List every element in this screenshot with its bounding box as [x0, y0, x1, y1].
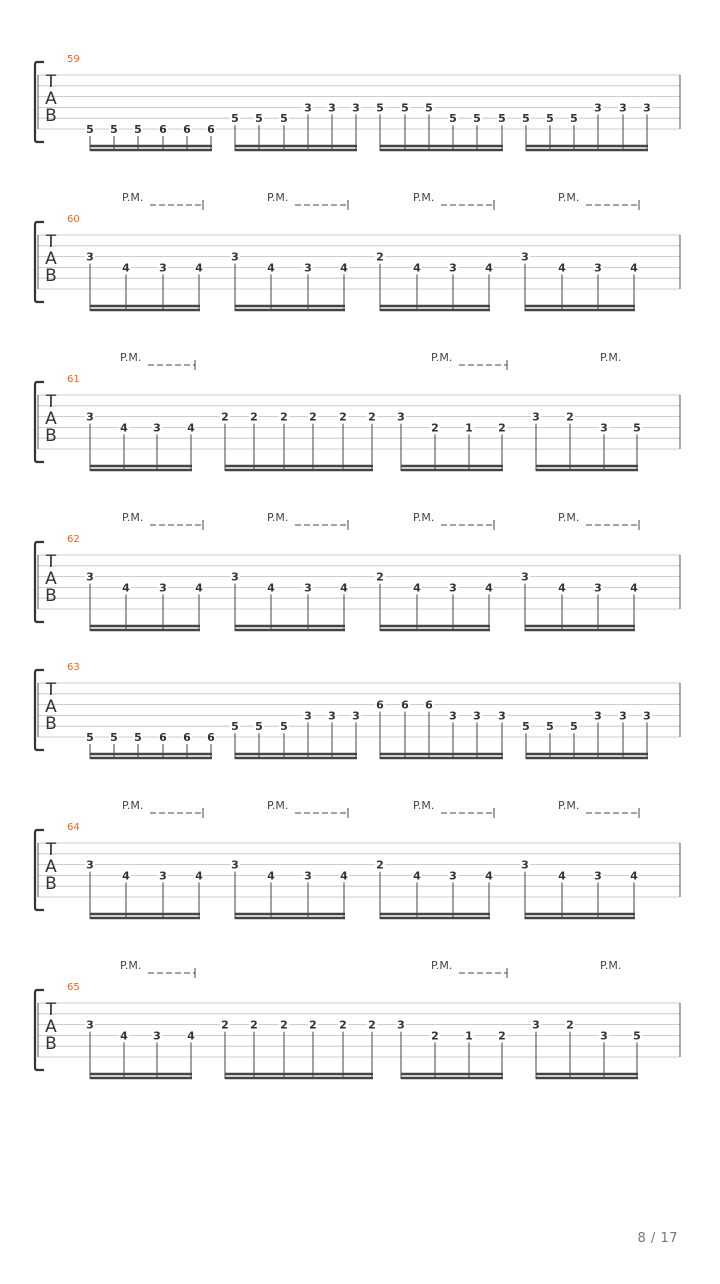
fret-number: 3: [532, 410, 540, 424]
measure-number: 63: [67, 662, 80, 673]
fret-number: 6: [183, 731, 191, 744]
fret-number: 2: [250, 1018, 258, 1032]
fret-number: 5: [255, 720, 263, 734]
fret-number: 3: [153, 1029, 161, 1043]
fret-number: 2: [280, 410, 288, 424]
fret-number: 2: [339, 1018, 347, 1032]
palm-mute-label: P.M.: [122, 511, 144, 524]
fret-number: 3: [594, 581, 602, 595]
fret-number: 3: [643, 101, 651, 115]
fret-number: 3: [304, 869, 312, 883]
fret-number: 6: [183, 123, 191, 136]
fret-number: 3: [397, 410, 405, 424]
measure-number: 65: [67, 982, 80, 993]
fret-number: 3: [643, 709, 651, 723]
fret-number: 3: [619, 101, 627, 115]
tab-clef-letter: B: [45, 874, 57, 894]
fret-number: 5: [110, 731, 118, 744]
fret-number: 5: [570, 112, 578, 126]
fret-number: 2: [376, 858, 384, 872]
tab-system: [35, 959, 680, 1079]
fret-number: 3: [86, 410, 94, 424]
tab-system: [35, 799, 680, 919]
tab-system: [35, 54, 680, 151]
palm-mute-label: P.M.: [122, 191, 144, 204]
tab-clef-letter: B: [45, 586, 57, 606]
palm-mute-label: P.M.: [120, 351, 142, 364]
fret-number: 4: [267, 581, 275, 595]
fret-number: 4: [122, 869, 130, 883]
fret-number: 5: [522, 720, 530, 734]
fret-number: 2: [376, 570, 384, 584]
fret-number: 2: [309, 410, 317, 424]
fret-number: 4: [120, 421, 128, 435]
palm-mute-label: P.M.: [267, 191, 289, 204]
fret-number: 3: [521, 250, 529, 264]
fret-number: 3: [231, 858, 239, 872]
system-bracket: [35, 222, 44, 302]
tab-clef-letter: A: [45, 249, 57, 269]
fret-number: 3: [600, 1029, 608, 1043]
system-bracket: [35, 670, 44, 750]
fret-number: 5: [546, 112, 554, 126]
fret-number: 5: [473, 112, 481, 126]
fret-number: 5: [498, 112, 506, 126]
fret-number: 4: [122, 581, 130, 595]
system-bracket: [35, 990, 44, 1070]
fret-number: 4: [195, 581, 203, 595]
fret-number: 6: [207, 123, 215, 136]
fret-number: 4: [413, 581, 421, 595]
fret-number: 4: [485, 581, 493, 595]
fret-number: 6: [401, 698, 409, 712]
fret-number: 3: [449, 869, 457, 883]
fret-number: 3: [304, 261, 312, 275]
fret-number: 3: [449, 261, 457, 275]
measure-number: 64: [67, 822, 80, 833]
fret-number: 2: [309, 1018, 317, 1032]
fret-number: 2: [498, 421, 506, 435]
fret-number: 4: [558, 869, 566, 883]
fret-number: 4: [122, 261, 130, 275]
tab-clef-letter: B: [45, 1034, 57, 1054]
palm-mute-label: P.M.: [558, 799, 580, 812]
palm-mute-label: P.M.: [120, 959, 142, 972]
palm-mute-label: P.M.: [431, 351, 453, 364]
fret-number: 5: [522, 112, 530, 126]
tab-system: [35, 191, 680, 311]
tab-clef-letter: B: [45, 426, 57, 446]
fret-number: 5: [449, 112, 457, 126]
fret-number: 2: [566, 1018, 574, 1032]
tab-clef-letter: B: [45, 266, 57, 286]
fret-number: 5: [231, 720, 239, 734]
fret-number: 3: [159, 869, 167, 883]
fret-number: 3: [532, 1018, 540, 1032]
fret-number: 4: [267, 869, 275, 883]
fret-number: 3: [328, 709, 336, 723]
palm-mute-label: P.M.: [558, 191, 580, 204]
system-bracket: [35, 542, 44, 622]
fret-number: 5: [134, 123, 142, 136]
fret-number: 5: [231, 112, 239, 126]
fret-number: 3: [153, 421, 161, 435]
fret-number: 6: [207, 731, 215, 744]
tab-clef-letter: T: [45, 1000, 57, 1020]
fret-number: 3: [352, 709, 360, 723]
fret-number: 4: [630, 581, 638, 595]
fret-number: 4: [340, 869, 348, 883]
fret-number: 3: [231, 250, 239, 264]
fret-number: 4: [195, 261, 203, 275]
fret-number: 5: [425, 101, 433, 115]
tab-system: [35, 351, 680, 471]
fret-number: 3: [594, 709, 602, 723]
palm-mute-label: P.M.: [122, 799, 144, 812]
tab-system: [35, 662, 680, 759]
fret-number: 5: [280, 720, 288, 734]
fret-number: 4: [630, 261, 638, 275]
system-bracket: [35, 382, 44, 462]
fret-number: 5: [86, 123, 94, 136]
measure-number: 60: [67, 214, 80, 225]
fret-number: 4: [340, 581, 348, 595]
fret-number: 5: [134, 731, 142, 744]
system-bracket: [35, 830, 44, 910]
fret-number: 1: [465, 421, 473, 435]
fret-number: 1: [465, 1029, 473, 1043]
fret-number: 3: [594, 869, 602, 883]
fret-number: 3: [473, 709, 481, 723]
fret-number: 3: [521, 570, 529, 584]
page-number: 8 / 17: [637, 1231, 678, 1246]
tab-clef-letter: T: [45, 552, 57, 572]
fret-number: 2: [250, 410, 258, 424]
fret-number: 5: [86, 731, 94, 744]
fret-number: 4: [630, 869, 638, 883]
tab-clef-letter: T: [45, 72, 57, 92]
fret-number: 6: [159, 731, 167, 744]
fret-number: 4: [558, 261, 566, 275]
palm-mute-label: P.M.: [413, 191, 435, 204]
fret-number: 6: [376, 698, 384, 712]
fret-number: 3: [594, 101, 602, 115]
fret-number: 3: [328, 101, 336, 115]
palm-mute-label: P.M.: [413, 799, 435, 812]
tab-clef-letter: B: [45, 714, 57, 734]
fret-number: 4: [413, 869, 421, 883]
tab-clef-letter: A: [45, 697, 57, 717]
fret-number: 2: [431, 1029, 439, 1043]
fret-number: 4: [195, 869, 203, 883]
system-bracket: [35, 62, 44, 142]
fret-number: 3: [86, 1018, 94, 1032]
tab-clef-letter: B: [45, 106, 57, 126]
fret-number: 5: [570, 720, 578, 734]
fret-number: 5: [401, 101, 409, 115]
fret-number: 2: [280, 1018, 288, 1032]
fret-number: 4: [187, 421, 195, 435]
fret-number: 4: [120, 1029, 128, 1043]
fret-number: 2: [498, 1029, 506, 1043]
palm-mute-label: P.M.: [413, 511, 435, 524]
fret-number: 3: [619, 709, 627, 723]
tab-system: [35, 511, 680, 631]
fret-number: 3: [86, 570, 94, 584]
tab-clef-letter: A: [45, 89, 57, 109]
fret-number: 3: [449, 581, 457, 595]
fret-number: 3: [86, 250, 94, 264]
fret-number: 5: [110, 123, 118, 136]
fret-number: 2: [368, 410, 376, 424]
fret-number: 5: [255, 112, 263, 126]
fret-number: 3: [449, 709, 457, 723]
fret-number: 3: [498, 709, 506, 723]
fret-number: 6: [159, 123, 167, 136]
palm-mute-label: P.M.: [600, 959, 622, 972]
fret-number: 4: [340, 261, 348, 275]
tab-clef-letter: T: [45, 840, 57, 860]
fret-number: 3: [86, 858, 94, 872]
fret-number: 2: [376, 250, 384, 264]
measure-number: 61: [67, 374, 80, 385]
fret-number: 3: [159, 581, 167, 595]
fret-number: 4: [558, 581, 566, 595]
palm-mute-label: P.M.: [558, 511, 580, 524]
fret-number: 3: [600, 421, 608, 435]
fret-number: 6: [425, 698, 433, 712]
fret-number: 4: [485, 261, 493, 275]
fret-number: 3: [352, 101, 360, 115]
tab-clef-letter: T: [45, 392, 57, 412]
tab-clef-letter: A: [45, 409, 57, 429]
fret-number: 3: [231, 570, 239, 584]
fret-number: 2: [566, 410, 574, 424]
tab-clef-letter: A: [45, 569, 57, 589]
fret-number: 2: [221, 1018, 229, 1032]
fret-number: 2: [339, 410, 347, 424]
fret-number: 2: [431, 421, 439, 435]
fret-number: 3: [304, 101, 312, 115]
palm-mute-label: P.M.: [267, 799, 289, 812]
fret-number: 3: [304, 581, 312, 595]
fret-number: 5: [633, 1029, 641, 1043]
fret-number: 4: [413, 261, 421, 275]
fret-number: 2: [368, 1018, 376, 1032]
measure-number: 59: [67, 54, 80, 65]
tab-clef-letter: T: [45, 232, 57, 252]
tab-clef-letter: T: [45, 680, 57, 700]
fret-number: 3: [159, 261, 167, 275]
fret-number: 3: [397, 1018, 405, 1032]
palm-mute-label: P.M.: [267, 511, 289, 524]
fret-number: 3: [521, 858, 529, 872]
fret-number: 4: [485, 869, 493, 883]
fret-number: 5: [633, 421, 641, 435]
tab-clef-letter: A: [45, 857, 57, 877]
fret-number: 5: [280, 112, 288, 126]
tab-clef-letter: A: [45, 1017, 57, 1037]
fret-number: 5: [546, 720, 554, 734]
fret-number: 3: [304, 709, 312, 723]
fret-number: 4: [187, 1029, 195, 1043]
fret-number: 5: [376, 101, 384, 115]
fret-number: 4: [267, 261, 275, 275]
fret-number: 3: [594, 261, 602, 275]
fret-number: 2: [221, 410, 229, 424]
palm-mute-label: P.M.: [431, 959, 453, 972]
palm-mute-label: P.M.: [600, 351, 622, 364]
measure-number: 62: [67, 534, 80, 545]
